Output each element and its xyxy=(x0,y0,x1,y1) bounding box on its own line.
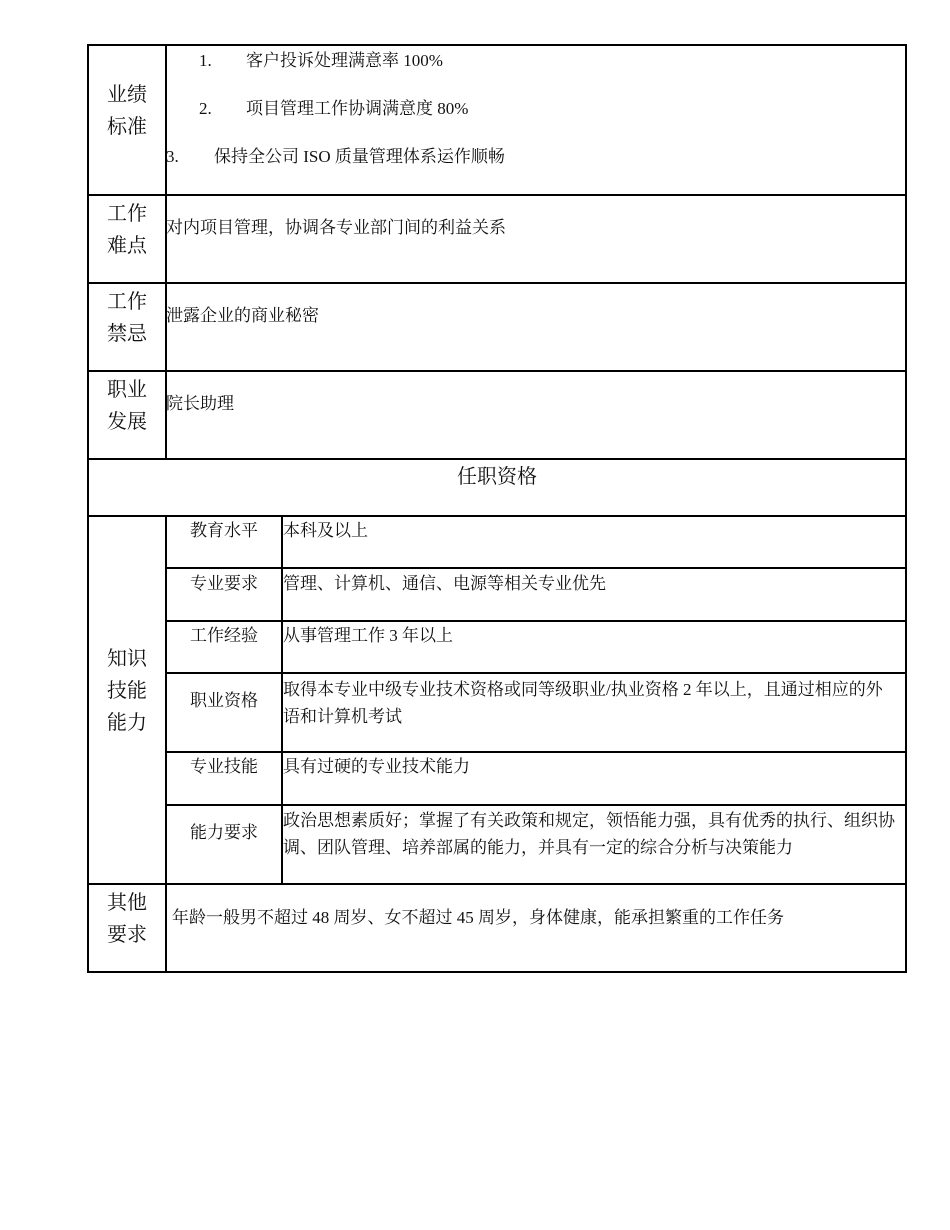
performance-item-3: 3. 保持全公司 ISO 质量管理体系运作顺畅 xyxy=(166,147,505,166)
certification-label: 职业资格 xyxy=(190,691,258,711)
ability-label: 能力要求 xyxy=(190,823,258,843)
education-label: 教育水平 xyxy=(190,521,258,541)
career-label: 职业 发展 xyxy=(107,377,147,433)
difficulty-text: 对内项目管理，协调各专业部门间的利益关系 xyxy=(166,218,506,237)
other-label: 其他 要求 xyxy=(107,890,147,946)
career-text: 院长助理 xyxy=(166,394,234,413)
subrow-divider xyxy=(166,672,907,674)
subrow-divider xyxy=(166,567,907,569)
row-divider xyxy=(87,194,907,196)
subrow-divider xyxy=(166,804,907,806)
experience-label: 工作经验 xyxy=(190,626,258,646)
skill-text: 具有过硬的专业技术能力 xyxy=(283,757,470,776)
major-label: 专业要求 xyxy=(190,574,258,594)
subrow-divider xyxy=(166,751,907,753)
row-divider xyxy=(87,370,907,372)
ability-text: 政治思想素质好；掌握了有关政策和规定，领悟能力强，具有优秀的执行、组织协调、团队管理、培养部属的能力，并具有一定的综合分析与决策能力 xyxy=(283,811,895,857)
performance-item-2: 2. 项目管理工作协调满意度 80% xyxy=(199,99,469,118)
taboo-text: 泄露企业的商业秘密 xyxy=(166,306,319,325)
skill-label: 专业技能 xyxy=(190,757,258,777)
row-divider xyxy=(87,282,907,284)
subrow-divider xyxy=(166,620,907,622)
major-text: 管理、计算机、通信、电源等相关专业优先 xyxy=(283,574,606,593)
row-divider xyxy=(87,458,907,460)
difficulty-label: 工作 难点 xyxy=(107,201,147,257)
experience-text: 从事管理工作 3 年以上 xyxy=(283,626,453,645)
row-divider xyxy=(87,883,907,885)
performance-label: 业绩 标准 xyxy=(107,82,147,138)
taboo-label: 工作 禁忌 xyxy=(107,289,147,345)
other-text: 年龄一般男不超过 48 周岁、女不超过 45 周岁，身体健康，能承担繁重的工作任务 xyxy=(172,908,784,927)
knowledge-label: 知识 技能 能力 xyxy=(107,646,147,734)
qualification-title: 任职资格 xyxy=(457,464,537,488)
education-text: 本科及以上 xyxy=(283,521,368,540)
row-divider xyxy=(87,515,907,517)
certification-text: 取得本专业中级专业技术资格或同等级职业/执业资格 2 年以上，且通过相应的外语和计算机考试 xyxy=(283,680,883,726)
performance-item-1: 1. 客户投诉处理满意率 100% xyxy=(199,51,443,70)
